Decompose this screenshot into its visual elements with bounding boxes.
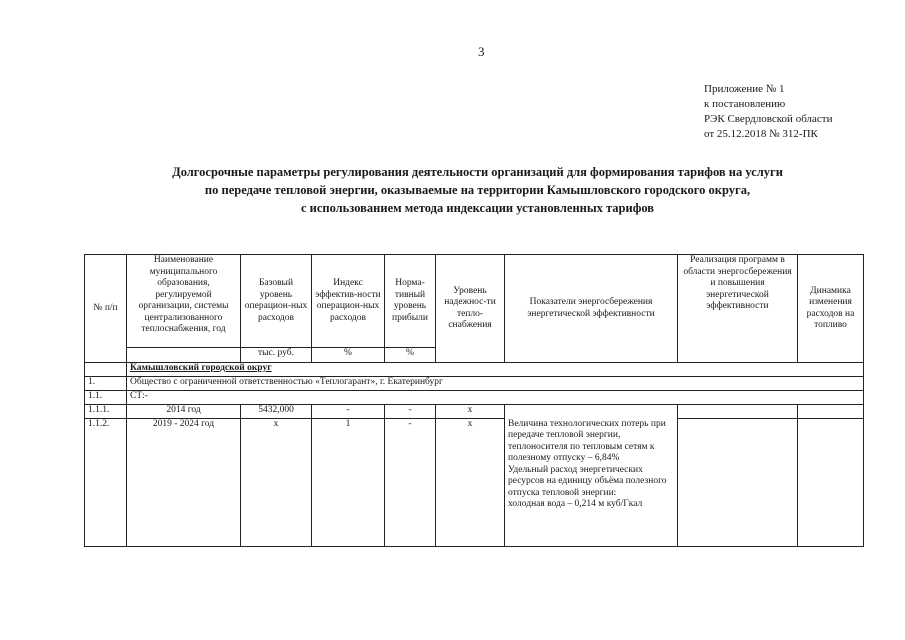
unit-index: % — [312, 348, 385, 363]
header-reliability: Уровень надежнос-ти тепло-снабжения — [436, 255, 505, 363]
unit-base: тыс. руб. — [241, 348, 312, 363]
header-normative-profit: Норма-тивный уровень прибыли — [385, 255, 436, 348]
header-num: № п/п — [85, 255, 127, 363]
header-efficiency-index: Индекс эффектив-ности операцион-ных расходов — [312, 255, 385, 348]
page-number: 3 — [478, 44, 485, 59]
appendix-line: от 25.12.2018 № 312-ПК — [704, 128, 818, 140]
row-year: 2019 - 2024 год — [127, 419, 241, 547]
row-norm: - — [385, 419, 436, 547]
table-row — [85, 419, 864, 547]
table-row — [85, 377, 864, 391]
row-index: - — [312, 405, 385, 419]
row-norm: - — [385, 405, 436, 419]
section-title: Камышловский городской округ — [130, 363, 272, 373]
row-program — [678, 419, 798, 547]
row-fuel — [798, 419, 864, 547]
title-line: с использованием метода индексации установленных тарифов — [300, 201, 655, 215]
table-row — [85, 391, 864, 405]
appendix-block — [704, 82, 832, 142]
row-index: 1 — [312, 419, 385, 547]
row-num: 1.1.1. — [85, 405, 127, 419]
row-energy: Величина технологических потерь при передаче тепловой энергии, теплоносителя по тепловым сетям к полезному отпуску – 6,84% Удельный расход энергетических ресурсов на единицу объёма полезного отпуска тепловой энергии: холодная вода – 0,214 м куб/Гкал — [505, 419, 678, 547]
row-reliability: x — [436, 405, 505, 419]
header-base-opex: Базовый уровень операцион-ных расходов — [241, 255, 312, 348]
appendix-line: к постановлению — [704, 98, 786, 110]
row-energy — [505, 405, 678, 419]
row-program — [678, 405, 798, 419]
table-row — [85, 405, 864, 419]
unit-norm: % — [385, 348, 436, 363]
appendix-line: Приложение № 1 — [704, 83, 785, 95]
row-num: 1. — [85, 377, 127, 391]
row-num: 1.1. — [85, 391, 127, 405]
header-energy-indicators: Показатели энергосбережения энергетической эффективности — [505, 255, 678, 363]
appendix-line: РЭК Свердловской области — [704, 113, 833, 125]
row-base: 5432,000 — [241, 405, 312, 419]
row-reliability: x — [436, 419, 505, 547]
system-name: СТ:- — [127, 391, 864, 405]
org-name: Общество с ограниченной ответственностью «Теплогарант», г. Екатеринбург — [127, 377, 864, 391]
header-fuel-dynamics: Динамика изменения расходов на топливо — [798, 255, 864, 363]
row-year: 2014 год — [127, 405, 241, 419]
document-title — [110, 163, 845, 217]
row-fuel — [798, 405, 864, 419]
title-line: по передаче тепловой энергии, оказываемые на территории Камышловского городского округа, — [204, 183, 751, 197]
row-base: x — [241, 419, 312, 547]
row-num: 1.1.2. — [85, 419, 127, 547]
parameters-table — [84, 254, 864, 547]
title-line: Долгосрочные параметры регулирования деятельности организаций для формирования тарифов на услуги — [172, 165, 783, 179]
header-org: Наименование муниципального образования, регулируемой организации, системы централизованного теплоснабжения, год — [127, 255, 241, 348]
header-energy-program: Реализация программ в области энергосбережения и повышения энергетической эффективности — [678, 255, 798, 363]
